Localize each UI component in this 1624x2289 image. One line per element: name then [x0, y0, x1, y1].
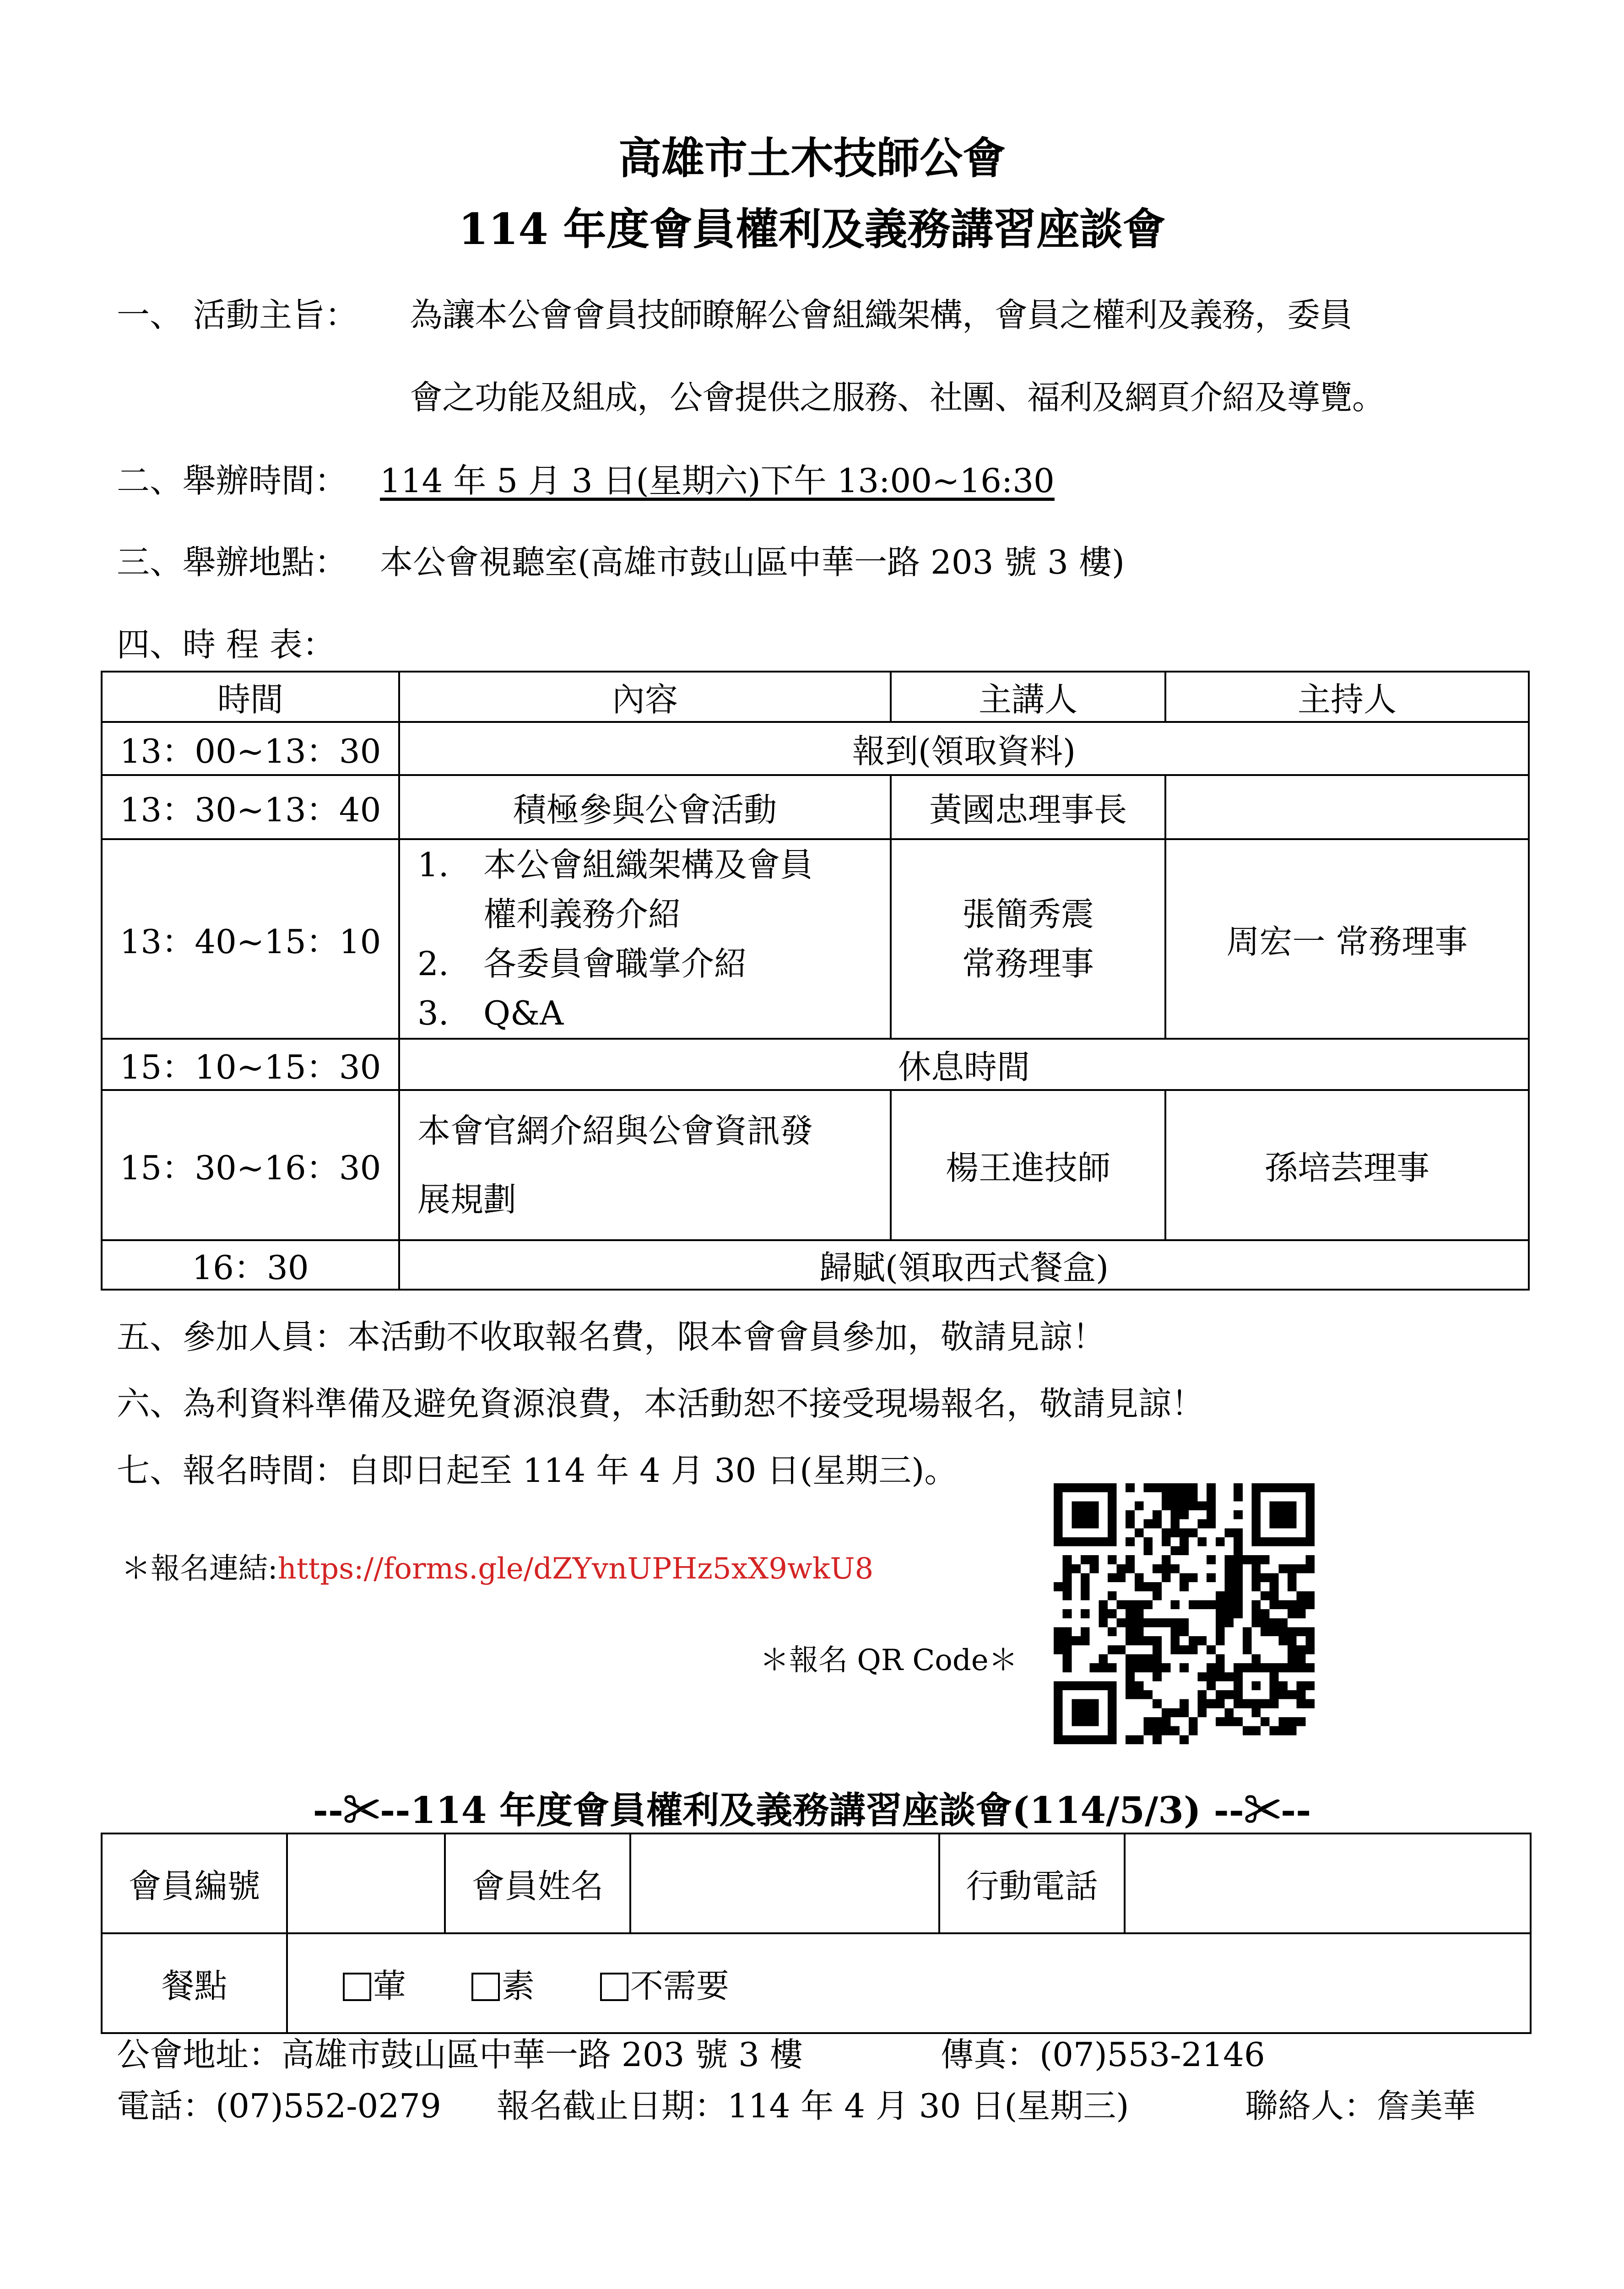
member-no-field[interactable]	[287, 1833, 445, 1933]
purpose-text-line2: 會之功能及組成，公會提供之服務、社團、福利及網頁介紹及導覽。	[410, 378, 1385, 417]
link-label: ＊報名連結:	[121, 1552, 278, 1586]
member-no-label: 會員編號	[102, 1833, 287, 1933]
schedule-table	[101, 671, 1530, 1291]
footer-contact: 聯絡人：詹美華	[1245, 2087, 1476, 2125]
agenda-item: 3. Q&A	[417, 994, 564, 1032]
header-content: 內容	[399, 672, 891, 722]
checkbox[interactable]	[343, 1973, 371, 2001]
row-content: 休息時間	[399, 1039, 1529, 1090]
header-host: 主持人	[1165, 672, 1529, 722]
meal-option-meat[interactable]: 葷	[343, 1967, 406, 2005]
meal-options	[287, 1933, 1531, 2033]
row-time: 13：40~15：10	[102, 839, 399, 1039]
mobile-label: 行動電話	[939, 1833, 1125, 1933]
participants-note: 五、參加人員：本活動不收取報名費，限本會會員參加，敬請見諒！	[117, 1318, 1106, 1356]
time-value: 114 年 5 月 3 日(星期六)下午 13:00~16:30	[380, 461, 1055, 500]
table-header-row	[102, 672, 1529, 722]
checkbox[interactable]	[471, 1973, 500, 2001]
table-row	[102, 1240, 1529, 1290]
place-label: 三、舉辦地點：	[117, 543, 348, 581]
row-content: 積極參與公會活動	[399, 775, 891, 839]
meal-label: 餐點	[102, 1933, 287, 2033]
registration-form	[101, 1833, 1532, 2034]
no-walkin-note: 六、為利資料準備及避免資源浪費，本活動恕不接受現場報名，敬請見諒！	[117, 1384, 1205, 1423]
row-time: 15：10~15：30	[102, 1039, 399, 1090]
document-title: 高雄市土木技師公會	[618, 133, 1006, 184]
agenda-item: 2. 各委員會職掌介紹	[417, 944, 747, 983]
table-row	[102, 775, 1529, 839]
table-row	[102, 1090, 1529, 1240]
cut-line-title: --✂--114 年度會員權利及義務講習座談會(114/5/3) --✂--	[313, 1789, 1311, 1832]
form-row	[102, 1833, 1531, 1933]
table-row	[102, 839, 1529, 1039]
place-value: 本公會視聽室(高雄市鼓山區中華一路 203 號 3 樓)	[380, 543, 1125, 581]
member-name-label: 會員姓名	[445, 1833, 630, 1933]
deadline-note: 七、報名時間：自即日起至 114 年 4 月 30 日(星期三)。	[117, 1451, 958, 1490]
qr-code[interactable]	[1054, 1483, 1315, 1744]
meal-option-none[interactable]: 不需要	[600, 1967, 729, 2005]
meal-option-veg[interactable]: 素	[471, 1967, 535, 2005]
footer-phone: 電話：(07)552-0279	[117, 2087, 441, 2125]
row-host	[1165, 775, 1529, 839]
agenda-item: 1. 本公會組織架構及會員 權利義務介紹	[417, 846, 813, 933]
header-time: 時間	[102, 672, 399, 722]
row-time: 16：30	[102, 1240, 399, 1290]
schedule-label: 四、時 程 表：	[117, 625, 336, 664]
row-content: 報到(領取資料)	[399, 722, 1529, 775]
table-row	[102, 722, 1529, 775]
checkbox[interactable]	[600, 1973, 628, 2001]
document-subtitle: 114 年度會員權利及義務講習座談會	[458, 204, 1166, 255]
qr-alignment-center	[1251, 1681, 1261, 1690]
header-speaker: 主講人	[891, 672, 1165, 722]
row-content: 歸賦(領取西式餐盒)	[399, 1240, 1529, 1290]
table-row	[102, 1039, 1529, 1090]
row-time: 13：30~13：40	[102, 775, 399, 839]
qr-caption: ＊報名 QR Code＊	[760, 1644, 1018, 1677]
row-speaker: 楊王進技師	[891, 1090, 1165, 1240]
row-time: 13：00~13：30	[102, 722, 399, 775]
purpose-label: 一、 活動主旨：	[117, 296, 358, 334]
registration-link-row	[121, 1545, 873, 1587]
footer-fax: 傳真：(07)553-2146	[941, 2035, 1265, 2074]
footer-reg-deadline: 報名截止日期：114 年 4 月 30 日(星期三)	[497, 2087, 1129, 2125]
form-row	[102, 1933, 1531, 2033]
row-content: 本會官網介紹與公會資訊發 展規劃	[399, 1090, 891, 1240]
row-speaker: 黃國忠理事長	[891, 775, 1165, 839]
time-label: 二、舉辦時間：	[117, 461, 348, 500]
row-host: 孫培芸理事	[1165, 1090, 1529, 1240]
row-content-agenda	[399, 839, 891, 1039]
row-host: 周宏一 常務理事	[1165, 839, 1529, 1039]
purpose-text-line1: 為讓本公會會員技師瞭解公會組織架構，會員之權利及義務，委員	[410, 296, 1353, 334]
footer-address: 公會地址：高雄市鼓山區中華一路 203 號 3 樓	[117, 2035, 803, 2074]
row-time: 15：30~16：30	[102, 1090, 399, 1240]
row-speaker: 張簡秀震 常務理事	[891, 839, 1165, 1039]
registration-link[interactable]: https://forms.gle/dZYvnUPHz5xX9wkU8	[277, 1552, 874, 1586]
mobile-field[interactable]	[1125, 1833, 1531, 1933]
member-name-field[interactable]	[630, 1833, 939, 1933]
